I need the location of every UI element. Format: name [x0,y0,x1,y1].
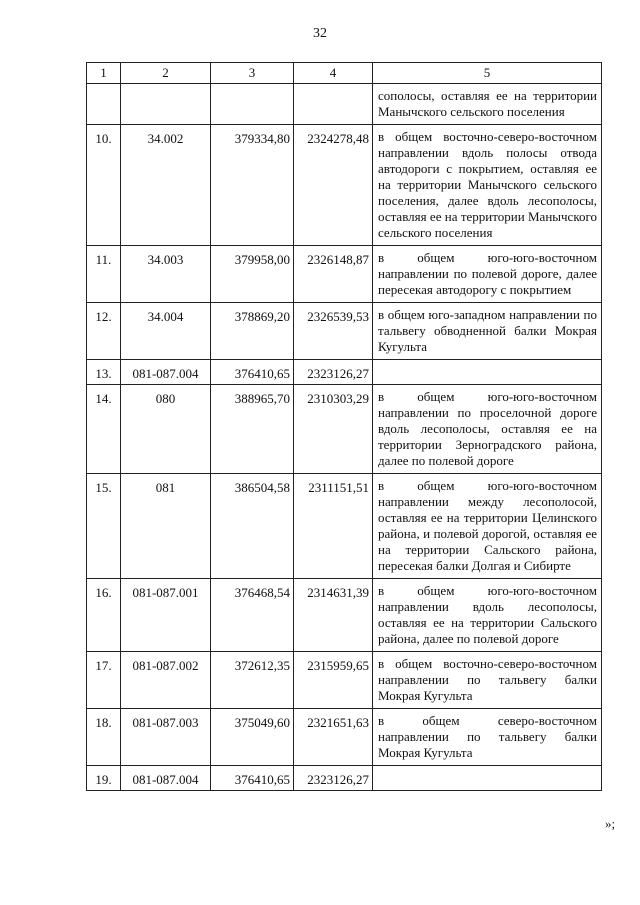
boundary-description-cell: сополосы, оставляя ее на территории Манычского сельского поселения [373,84,602,125]
coordinate-x-cell: 376468,54 [211,579,294,652]
header-cell-2: 2 [121,63,211,84]
header-cell-1: 1 [87,63,121,84]
point-number-cell: 15. [87,474,121,579]
table-row [87,766,602,791]
coordinate-y-cell: 2326539,53 [294,303,373,360]
point-number-cell: 18. [87,709,121,766]
point-number-cell: 17. [87,652,121,709]
coordinate-y-cell: 2314631,39 [294,579,373,652]
table-row [87,246,602,303]
coordinate-y-cell: 2315959,65 [294,652,373,709]
point-code-cell: 34.004 [121,303,211,360]
coordinate-y-cell: 2324278,48 [294,125,373,246]
boundary-description-cell: в общем юго-юго-восточном направлении по проселочной дороге вдоль лесополосы, оставляя ее на территории Зерноградского района, далее по полевой дороге [373,385,602,474]
coordinate-x-cell: 379958,00 [211,246,294,303]
boundary-description-cell: в общем юго-юго-восточном направлении вдоль лесополосы, оставляя ее на территории Сальского района, далее по полевой дороге [373,579,602,652]
point-code-cell: 34.002 [121,125,211,246]
coordinate-x-cell: 376410,65 [211,360,294,385]
point-code-cell: 34.003 [121,246,211,303]
point-number-cell [87,84,121,125]
point-code-cell: 081-087.001 [121,579,211,652]
point-number-cell: 14. [87,385,121,474]
coordinate-x-cell: 372612,35 [211,652,294,709]
table-row [87,474,602,579]
boundary-description-cell: в общем юго-юго-восточном направлении по полевой дороге, далее пересекая автодорогу с покрытием [373,246,602,303]
closing-quote-mark: »; [605,816,616,831]
point-code-cell: 081 [121,474,211,579]
table-row [87,84,602,125]
header-cell-4: 4 [294,63,373,84]
point-number-cell: 19. [87,766,121,791]
point-code-cell [121,84,211,125]
point-number-cell: 10. [87,125,121,246]
boundary-description-cell [373,766,602,791]
coordinate-y-cell: 2323126,27 [294,360,373,385]
table-row [87,652,602,709]
boundary-description-cell: в общем восточно-северо-восточном направлении вдоль полосы отвода автодороги с покрытием, оставляя ее на территории Манычского сельского поселения, далее вдоль лесополосы, оставляя ее на территории Манычского сельского поселения [373,125,602,246]
point-code-cell: 081-087.002 [121,652,211,709]
table-row [87,385,602,474]
coordinate-y-cell: 2321651,63 [294,709,373,766]
boundary-description-cell: в общем юго-западном направлении по тальвегу обводненной балки Мокрая Кугульта [373,303,602,360]
boundary-table [86,62,602,791]
page-number: 32 [313,26,327,41]
boundary-description-cell: в общем восточно-северо-восточном направлении по тальвегу балки Мокрая Кугульта [373,652,602,709]
coordinate-y-cell: 2311151,51 [294,474,373,579]
coordinate-x-cell: 388965,70 [211,385,294,474]
point-code-cell: 080 [121,385,211,474]
table-row [87,125,602,246]
coordinate-y-cell: 2326148,87 [294,246,373,303]
boundary-description-cell: в общем юго-юго-восточном направлении между лесополосой, оставляя ее на территории Целинского района, и полевой дорогой, оставляя ее на территории Сальского района, пересекая балки Долгая и Сибирте [373,474,602,579]
boundary-description-cell [373,360,602,385]
header-cell-5: 5 [373,63,602,84]
table-row [87,303,602,360]
coordinate-x-cell: 376410,65 [211,766,294,791]
coordinate-x-cell: 379334,80 [211,125,294,246]
point-number-cell: 11. [87,246,121,303]
coordinate-x-cell: 378869,20 [211,303,294,360]
boundary-description-cell: в общем северо-восточном направлении по тальвегу балки Мокрая Кугульта [373,709,602,766]
table-row [87,360,602,385]
header-cell-3: 3 [211,63,294,84]
table-row [87,709,602,766]
point-number-cell: 12. [87,303,121,360]
point-code-cell: 081-087.003 [121,709,211,766]
coordinate-y-cell: 2323126,27 [294,766,373,791]
point-code-cell: 081-087.004 [121,766,211,791]
table-body [87,63,602,791]
point-code-cell: 081-087.004 [121,360,211,385]
coordinate-x-cell: 375049,60 [211,709,294,766]
table-header-row [87,63,602,84]
coordinate-x-cell: 386504,58 [211,474,294,579]
point-number-cell: 16. [87,579,121,652]
coordinate-y-cell: 2310303,29 [294,385,373,474]
table-row [87,579,602,652]
point-number-cell: 13. [87,360,121,385]
coordinate-y-cell [294,84,373,125]
coordinate-x-cell [211,84,294,125]
